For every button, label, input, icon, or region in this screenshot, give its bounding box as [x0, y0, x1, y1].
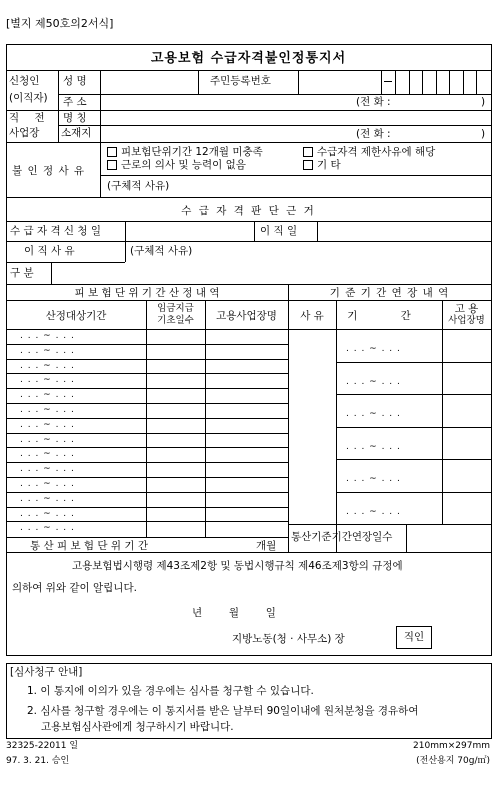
- insured-period-cell: . . . ~ . . .: [20, 390, 75, 401]
- insured-row-divider: [6, 388, 288, 389]
- footer-approval: 97. 3. 21. 승인: [6, 756, 70, 766]
- extension-row-divider: [336, 459, 491, 460]
- notice-date: 년 월 일: [192, 607, 276, 619]
- footer-paper-spec: (전산용지 70g/㎡): [416, 756, 490, 766]
- guide-item-2a: 2. 심사를 청구할 경우에는 이 통지서를 받은 날부터 90일이내에 원처분청을 경유하여: [27, 705, 419, 717]
- insured-row-divider: [6, 418, 288, 419]
- reason-checkbox-3[interactable]: [107, 160, 117, 170]
- employer-location-field[interactable]: [101, 126, 489, 141]
- basis-header: 수 급 자 격 판 단 근 거: [181, 205, 316, 217]
- insured-row-divider: [6, 433, 288, 434]
- apply-date-label: 수 급 자 격 신 청 일: [10, 225, 102, 237]
- footer-code: 32325-22011 일: [6, 741, 79, 751]
- notice-line-1: 고용보험법시행령 제43조제2항 및 동법시행규칙 제46조제3항의 규정에: [72, 560, 403, 572]
- insured-col-employer: 고용사업장명: [216, 310, 277, 322]
- insured-row-divider: [6, 462, 288, 463]
- insured-period-cell: . . . ~ . . .: [20, 345, 75, 356]
- insured-row-divider: [6, 359, 288, 360]
- employer-section-label-bottom: 사업장: [9, 127, 40, 139]
- insured-row-divider: [6, 403, 288, 404]
- extension-row-divider: [336, 427, 491, 428]
- insured-row-divider: [6, 492, 288, 493]
- reason-option-3: 근로의 의사 및 능력이 없음: [121, 159, 246, 171]
- extension-row-divider: [336, 362, 491, 363]
- insured-period-cell: . . . ~ . . .: [20, 434, 75, 445]
- official-seal-label: 직인: [403, 631, 425, 643]
- insured-row-divider: [6, 373, 288, 374]
- applicant-phone-close: ): [481, 96, 486, 108]
- extension-col-employer-a: 고 용: [454, 303, 479, 315]
- extension-header: 기 준 기 간 연 장 내 역: [329, 287, 450, 299]
- extension-row-divider: [336, 394, 491, 395]
- insured-row-divider: [6, 477, 288, 478]
- rrn-dash: [384, 81, 392, 82]
- extension-col-employer-b: 사업장명: [448, 315, 485, 326]
- leave-date-field[interactable]: [318, 222, 489, 240]
- employer-location-label: 소재지: [61, 127, 92, 139]
- reason-option-2: 수급자격 제한사유에 해당: [317, 146, 436, 158]
- guide-item-1: 1. 이 통지에 이의가 있을 경우에는 심사를 청구할 수 있습니다.: [27, 685, 314, 697]
- reason-detail-field[interactable]: [180, 177, 488, 195]
- leave-date-label: 이 직 일: [260, 225, 298, 237]
- form-title: 고용보험 수급자격불인정통지서: [150, 51, 347, 66]
- notice-line-2: 의하여 위와 같이 알립니다.: [12, 582, 137, 594]
- insured-col-period: 산정대상기간: [45, 310, 107, 322]
- insured-period-cell: . . . ~ . . .: [20, 449, 75, 460]
- insured-row-divider: [6, 447, 288, 448]
- insured-period-cell: . . . ~ . . .: [20, 493, 75, 504]
- reason-detail-label: (구체적 사유): [107, 180, 170, 192]
- extension-total-field[interactable]: [407, 525, 489, 551]
- insured-period-cell: . . . ~ . . .: [20, 360, 75, 371]
- extension-total-label: 통산기준기간연장일수: [291, 531, 393, 543]
- footer-paper-size: 210mm×297mm: [413, 741, 490, 751]
- applicant-address-field[interactable]: [101, 95, 489, 109]
- insured-col-days-b: 기초일수: [157, 315, 194, 326]
- extension-period-cell: . . . ~ . . .: [346, 409, 401, 419]
- employer-phone-label: (전 화 :: [356, 128, 391, 140]
- extension-period-cell: . . . ~ . . .: [346, 506, 401, 517]
- extension-col-period: 기 간: [347, 310, 431, 322]
- insured-period-cell: . . . ~ . . .: [20, 405, 75, 415]
- insured-total-label: 통 산 피 보 험 단 위 기 간: [30, 540, 148, 552]
- extension-col-reason: 사 유: [300, 310, 324, 322]
- employer-name-label: 명 칭: [63, 112, 87, 124]
- insured-period-cell: . . . ~ . . .: [20, 508, 75, 519]
- applicant-name-field[interactable]: [101, 71, 197, 93]
- extension-period-cell: . . . ~ . . .: [346, 344, 401, 354]
- leave-reason-label: 이 직 사 유: [24, 245, 75, 257]
- insured-period-cell: . . . ~ . . .: [20, 523, 75, 534]
- applicant-name-label: 성 명: [63, 75, 87, 87]
- guide-title: [심사청구 안내]: [10, 666, 83, 678]
- insured-period-cell: . . . ~ . . .: [20, 419, 75, 430]
- insured-period-cell: . . . ~ . . .: [20, 331, 75, 341]
- leave-reason-detail: (구체적 사유): [130, 245, 193, 257]
- reason-option-4: 기 타: [317, 159, 341, 171]
- insured-period-cell: . . . ~ . . .: [20, 479, 75, 489]
- extension-period-cell: . . . ~ . . .: [346, 441, 401, 452]
- insured-row-divider: [6, 344, 288, 345]
- applicant-section-sublabel: (이직자): [9, 92, 48, 104]
- category-field[interactable]: [52, 263, 124, 283]
- category-label: 구 분: [10, 267, 34, 279]
- leave-reason-field[interactable]: [200, 242, 488, 282]
- extension-row-divider: [336, 492, 491, 493]
- notice-office: 지방노동(청 · 사무소) 장: [232, 633, 345, 645]
- insured-header: 피 보 험 단 위 기 간 산 정 내 역: [74, 287, 220, 299]
- insured-row-divider: [6, 507, 288, 508]
- applicant-section-label: 신청인: [9, 75, 40, 87]
- reason-label: 불 인 정 사 유: [12, 165, 86, 177]
- rrn-label: 주민등록번호: [210, 75, 271, 87]
- insured-period-cell: . . . ~ . . .: [20, 464, 75, 475]
- employer-phone-close: ): [481, 128, 486, 140]
- employer-section-label-top: 직 전: [9, 112, 51, 124]
- insured-col-days-a: 임금지급: [157, 303, 194, 314]
- reason-checkbox-4[interactable]: [303, 160, 313, 170]
- insured-row-divider: [6, 521, 288, 522]
- reason-checkbox-1[interactable]: [107, 147, 117, 157]
- guide-item-2b: 고용보험심사관에게 청구하시기 바랍니다.: [41, 721, 234, 733]
- reason-option-1: 피보험단위기간 12개월 미충족: [121, 146, 263, 158]
- employer-name-field[interactable]: [101, 111, 489, 124]
- applicant-address-label: 주 소: [63, 96, 87, 108]
- extension-period-cell: . . . ~ . . .: [346, 474, 401, 484]
- insured-period-cell: . . . ~ . . .: [20, 375, 75, 386]
- insured-total-months: 개월: [256, 540, 277, 552]
- extension-period-cell: . . . ~ . . .: [346, 376, 401, 387]
- apply-date-field[interactable]: [126, 222, 253, 240]
- form-reference: [별지 제50호의2서식]: [6, 17, 114, 30]
- applicant-phone-label: (전 화 :: [356, 96, 391, 108]
- reason-checkbox-2[interactable]: [303, 147, 313, 157]
